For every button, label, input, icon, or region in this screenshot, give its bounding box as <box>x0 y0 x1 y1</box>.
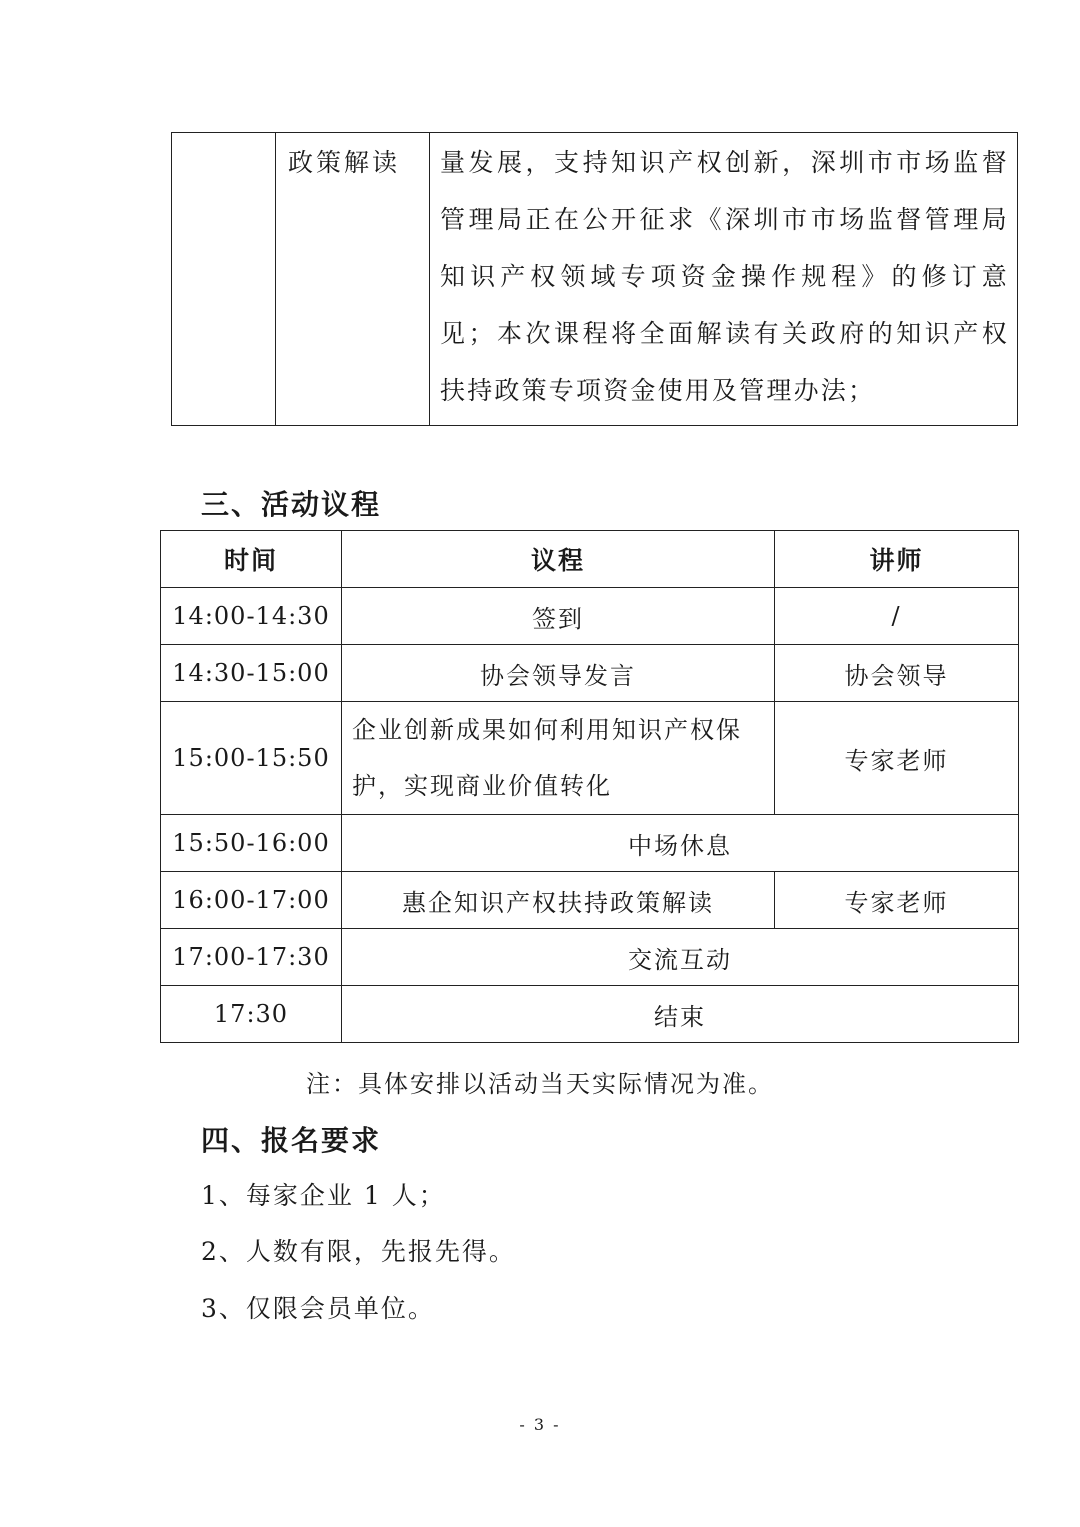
table-row <box>161 702 1019 815</box>
policy-label: 政策解读 <box>276 133 430 426</box>
time-cell: 14:00-14:30 <box>161 588 342 645</box>
table-row <box>172 133 1018 426</box>
agenda-cell: 结束 <box>342 986 1019 1043</box>
table-row <box>161 815 1019 872</box>
policy-content: 量发展，支持知识产权创新，深圳市市场监督管理局正在公开征求《深圳市市场监督管理局知识产权领域专项资金操作规程》的修订意见；本次课程将全面解读有关政府的知识产权扶持政策专项资金使用及管理办法； <box>430 133 1018 426</box>
time-cell: 17:00-17:30 <box>161 929 342 986</box>
header-time: 时间 <box>161 531 342 588</box>
agenda-table <box>160 530 1019 1043</box>
table-row <box>161 872 1019 929</box>
requirement-item: 3、仅限会员单位。 <box>201 1294 435 1323</box>
table-header-row <box>161 531 1019 588</box>
speaker-cell: 专家老师 <box>775 872 1019 929</box>
speaker-cell: 专家老师 <box>775 702 1019 815</box>
time-cell: 15:50-16:00 <box>161 815 342 872</box>
agenda-cell: 中场休息 <box>342 815 1019 872</box>
agenda-note: 注：具体安排以活动当天实际情况为准。 <box>306 1070 774 1098</box>
table-row <box>161 645 1019 702</box>
table-row <box>161 929 1019 986</box>
section-3-heading: 三、活动议程 <box>201 488 382 521</box>
requirement-item: 1、每家企业 1 人； <box>201 1181 446 1210</box>
policy-table <box>171 132 1018 426</box>
header-agenda: 议程 <box>342 531 775 588</box>
empty-cell <box>172 133 276 426</box>
time-cell: 15:00-15:50 <box>161 702 342 815</box>
agenda-cell: 企业创新成果如何利用知识产权保护，实现商业价值转化 <box>342 702 775 815</box>
time-cell: 14:30-15:00 <box>161 645 342 702</box>
time-cell: 16:00-17:00 <box>161 872 342 929</box>
header-speaker: 讲师 <box>775 531 1019 588</box>
speaker-cell: 协会领导 <box>775 645 1019 702</box>
agenda-cell: 交流互动 <box>342 929 1019 986</box>
table-row <box>161 986 1019 1043</box>
requirement-item: 2、人数有限，先报先得。 <box>201 1237 516 1266</box>
agenda-cell: 惠企知识产权扶持政策解读 <box>342 872 775 929</box>
agenda-cell: 签到 <box>342 588 775 645</box>
speaker-cell: / <box>775 588 1019 645</box>
page-number: - 3 - <box>519 1415 561 1434</box>
section-4-heading: 四、报名要求 <box>201 1124 382 1157</box>
agenda-cell: 协会领导发言 <box>342 645 775 702</box>
time-cell: 17:30 <box>161 986 342 1043</box>
table-row <box>161 588 1019 645</box>
